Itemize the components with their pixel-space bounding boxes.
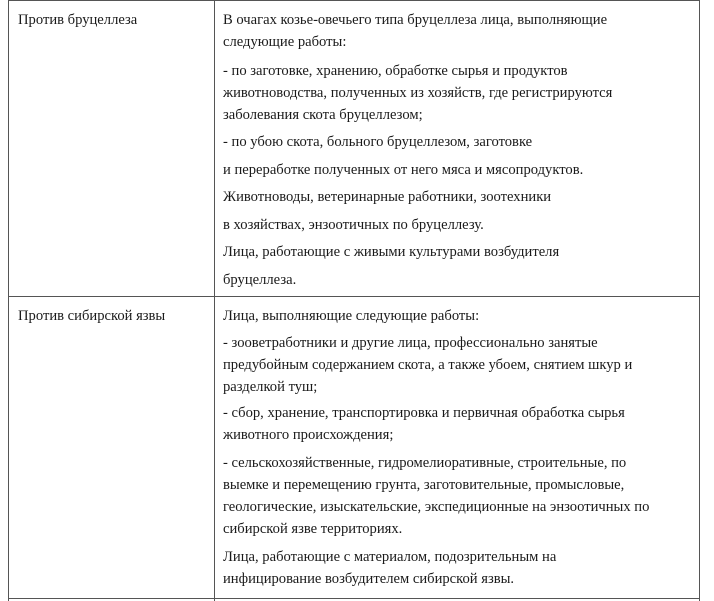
- text-line: Лица, выполняющие следующие работы:: [223, 308, 480, 324]
- paragraph: [223, 452, 695, 540]
- text-line: Лица, работающие с живыми культурами возбудителя: [223, 244, 560, 260]
- text-line: - зооветработники и другие лица, профессионально занятые: [223, 335, 598, 351]
- paragraph: [223, 269, 695, 291]
- paragraph: [223, 332, 695, 398]
- paragraph: [223, 131, 695, 153]
- text-line: - сбор, хранение, транспортировка и первичная обработка сырья: [223, 405, 625, 421]
- text-line: заболевания скота бруцеллезом;: [223, 107, 423, 123]
- table-border-left: [8, 0, 9, 601]
- table-border-right: [699, 0, 700, 601]
- paragraph: [223, 214, 695, 236]
- paragraph: [223, 186, 695, 208]
- table-column-divider: [214, 0, 215, 601]
- row-label-brucellosis: Против бруцеллеза: [18, 12, 138, 28]
- text-line: и переработке полученных от него мяса и мясопродуктов.: [223, 162, 584, 178]
- row-label-anthrax: Против сибирской язвы: [18, 308, 166, 324]
- text-line: геологические, изыскательские, экспедиционные на энзоотичных по: [223, 499, 650, 515]
- table-row-divider: [8, 296, 700, 297]
- text-line: - сельскохозяйственные, гидромелиоративные, строительные, по: [223, 455, 627, 471]
- text-line: - по убою скота, больного бруцеллезом, заготовке: [223, 134, 533, 150]
- table-row-divider: [8, 598, 700, 599]
- text-line: В очагах козье-овечьего типа бруцеллеза лица, выполняющие: [223, 12, 608, 28]
- paragraph: [223, 241, 695, 263]
- text-line: в хозяйствах, энзоотичных по бруцеллезу.: [223, 217, 484, 233]
- text-line: предубойным содержанием скота, а также убоем, снятием шкур и: [223, 357, 633, 373]
- text-line: следующие работы:: [223, 34, 347, 50]
- text-line: сибирской язве территориях.: [223, 521, 403, 537]
- text-line: Лица, работающие с материалом, подозрительным на: [223, 549, 557, 565]
- paragraph: [223, 305, 695, 327]
- text-line: животного происхождения;: [223, 427, 394, 443]
- paragraph: [223, 9, 695, 53]
- text-line: животноводства, полученных из хозяйств, где регистрируются: [223, 85, 613, 101]
- text-line: инфицирование возбудителем сибирской язвы.: [223, 571, 515, 587]
- text-line: - по заготовке, хранению, обработке сырья и продуктов: [223, 63, 568, 79]
- paragraph: [223, 60, 695, 126]
- vaccination-table: [8, 0, 700, 601]
- paragraph: [223, 546, 695, 590]
- text-line: выемке и перемещению грунта, заготовительные, промысловые,: [223, 477, 625, 493]
- text-line: Животноводы, ветеринарные работники, зоотехники: [223, 189, 552, 205]
- text-line: разделкой туш;: [223, 379, 318, 395]
- paragraph: [223, 402, 695, 446]
- paragraph: [223, 159, 695, 181]
- table-border-top: [8, 0, 700, 1]
- text-line: бруцеллеза.: [223, 272, 297, 288]
